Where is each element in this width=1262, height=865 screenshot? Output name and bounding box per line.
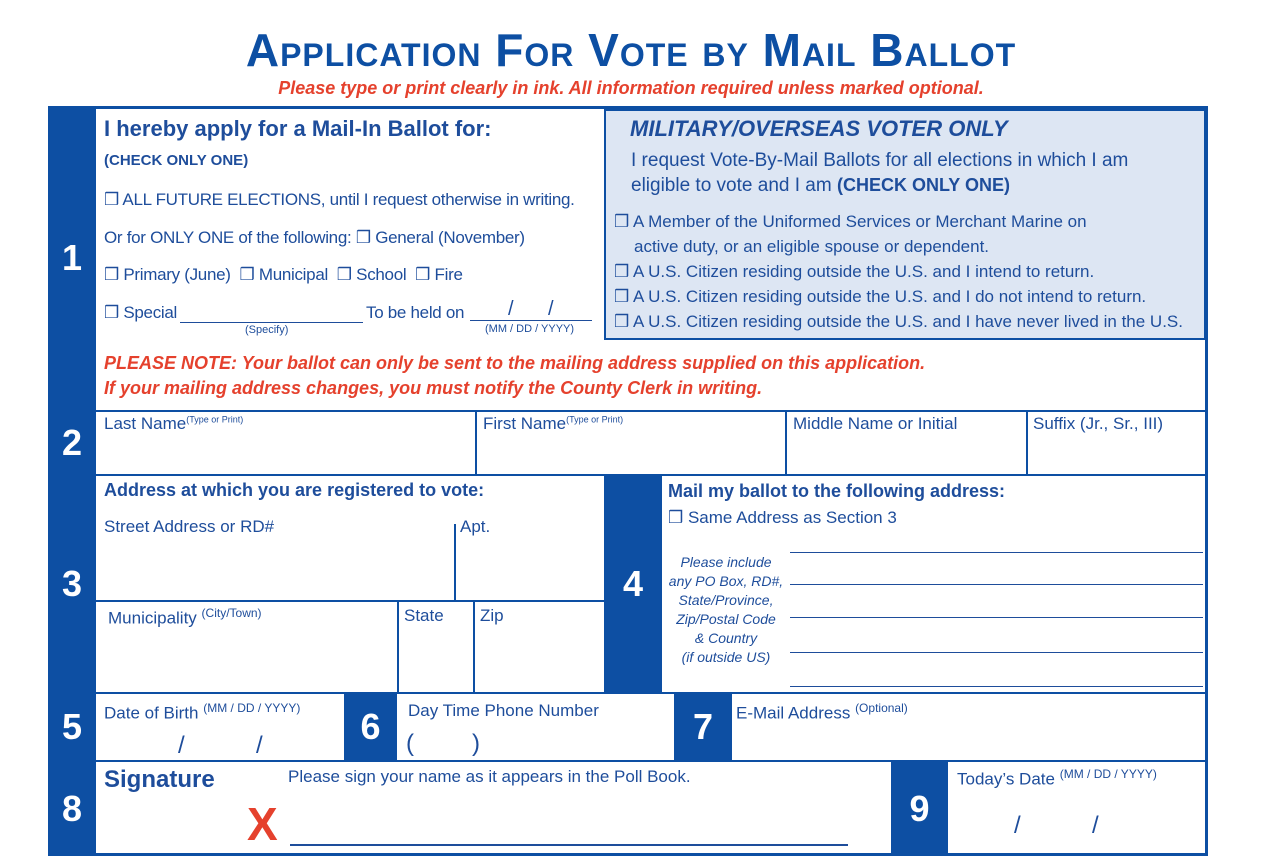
last-name-label: Last Name (104, 414, 187, 433)
first-name-label: First Name (483, 414, 567, 433)
sign-here-mark: X (247, 798, 278, 850)
military-line-2-text: eligible to vote and I am (631, 175, 832, 196)
registered-address-heading: Address at which you are registered to vote: (104, 480, 485, 500)
mailing-address-line[interactable] (790, 584, 1203, 585)
date-of-birth-field[interactable] (104, 701, 300, 724)
street-address-field[interactable]: Street Address or RD# (104, 517, 275, 536)
divider (454, 524, 456, 600)
signature-label: Signature (104, 766, 215, 793)
divider (1026, 410, 1028, 474)
section-number-2: 2 (48, 412, 96, 474)
uniformed-services-continued: active duty, or an eligible spouse or dependent. (634, 237, 990, 256)
email-optional: (Optional) (855, 701, 908, 715)
military-heading: MILITARY/OVERSEAS VOTER ONLY (630, 116, 1008, 141)
phone-paren-open: ( (406, 730, 414, 757)
dob-format: (MM / DD / YYYY) (203, 701, 301, 715)
intend-to-return-checkbox[interactable]: ❒ A U.S. Citizen residing outside the U.S. and I intend to return. (614, 262, 1095, 281)
mailing-address-line[interactable] (790, 686, 1203, 687)
mailing-address-line[interactable] (790, 552, 1203, 553)
section-number-3: 3 (48, 476, 96, 692)
suffix-field[interactable]: Suffix (Jr., Sr., III) (1033, 414, 1164, 433)
all-future-elections-checkbox[interactable]: ❒ ALL FUTURE ELECTIONS, until I request otherwise in writing. (104, 190, 575, 209)
dob-slash: / (256, 732, 263, 759)
instruction-line: Please include (680, 554, 772, 570)
first-name-field[interactable] (483, 414, 623, 434)
dob-slash: / (178, 732, 185, 759)
instruction-line: Zip/Postal Code (676, 611, 776, 627)
middle-name-field[interactable]: Middle Name or Initial (793, 414, 958, 433)
military-line-2 (631, 175, 1010, 197)
divider (785, 410, 787, 474)
apt-field[interactable]: Apt. (460, 517, 491, 536)
mailing-address-line[interactable] (790, 617, 1203, 618)
state-field[interactable]: State (404, 606, 444, 625)
military-check-one: (CHECK ONLY ONE) (836, 175, 1010, 195)
page-title: Application For Vote by Mail Ballot (245, 24, 1017, 76)
last-name-field[interactable] (104, 414, 243, 434)
held-date-line[interactable] (470, 320, 592, 321)
section-number-8: 8 (48, 762, 96, 856)
municipality-field[interactable] (108, 606, 262, 629)
instruction-line: any PO Box, RD#, (668, 573, 784, 589)
signature-line[interactable] (290, 844, 848, 846)
section-number-6: 6 (344, 694, 397, 760)
instruction-line: (if outside US) (681, 649, 771, 665)
uniformed-services-checkbox[interactable]: ❒ A Member of the Uniformed Services or Merchant Marine on (614, 212, 1087, 231)
not-intend-to-return-checkbox[interactable]: ❒ A U.S. Citizen residing outside the U.S. and I do not intend to return. (614, 287, 1147, 306)
divider (397, 600, 399, 692)
divider (48, 410, 1208, 412)
special-election-checkbox[interactable]: ❒ Special (104, 303, 178, 322)
to-be-held-label: To be held on (366, 303, 465, 322)
instructions-subtitle: Please type or print clearly in ink. All information required unless marked optional. (278, 78, 984, 98)
todays-date-slash: / (1014, 812, 1021, 839)
municipality-label: Municipality (108, 608, 197, 628)
instruction-line: & Country (694, 630, 758, 646)
email-field[interactable] (736, 701, 908, 724)
todays-date-field[interactable] (957, 767, 1157, 790)
check-only-one-label: (CHECK ONLY ONE) (104, 152, 249, 169)
general-election-checkbox[interactable]: Or for ONLY ONE of the following: ❒ General (November) (104, 228, 525, 247)
type-or-print-note: (Type or Print) (566, 414, 624, 425)
dob-label: Date of Birth (104, 703, 199, 723)
section-number-4: 4 (604, 476, 662, 692)
type-or-print-note: (Type or Print) (186, 414, 244, 425)
phone-paren-close: ) (472, 730, 480, 757)
note-line-2: If your mailing address changes, you must notify the County Clerk in writing. (104, 378, 763, 398)
divider (473, 600, 475, 692)
election-type-checkboxes[interactable]: ❒ Primary (June) ❒ Municipal ❒ School ❒ Fire (104, 265, 463, 284)
specify-line[interactable] (180, 322, 363, 323)
mailing-address-line[interactable] (790, 652, 1203, 653)
section-number-1: 1 (48, 106, 96, 410)
never-lived-in-us-checkbox[interactable]: ❒ A U.S. Citizen residing outside the U.S. and I have never lived in the U.S. (614, 312, 1183, 331)
date-slash: / (508, 298, 514, 320)
section1-heading: I hereby apply for a Mail-In Ballot for: (104, 116, 492, 141)
same-address-checkbox[interactable]: ❒ Same Address as Section 3 (668, 508, 897, 527)
zip-field[interactable]: Zip (480, 606, 504, 625)
divider (48, 692, 1208, 694)
date-slash: / (548, 298, 554, 320)
mailing-instructions (662, 553, 790, 667)
note-line-1: PLEASE NOTE: Your ballot can only be sent to the mailing address supplied on this application. (104, 353, 926, 373)
email-label: E-Mail Address (736, 703, 851, 723)
specify-label: (Specify) (245, 324, 289, 336)
divider (96, 600, 604, 602)
military-line-1: I request Vote-By-Mail Ballots for all elections in which I am (631, 150, 1129, 171)
divider (48, 760, 1208, 762)
divider (48, 474, 1208, 476)
section-number-5: 5 (48, 694, 96, 760)
city-town-note: (City/Town) (201, 606, 262, 620)
divider (475, 410, 477, 474)
todays-date-format: (MM / DD / YYYY) (1059, 767, 1157, 781)
section-number-9: 9 (891, 762, 948, 856)
date-format-label: (MM / DD / YYYY) (485, 323, 575, 335)
mailing-address-heading: Mail my ballot to the following address: (668, 481, 1006, 501)
todays-date-slash: / (1092, 812, 1099, 839)
instruction-line: State/Province, (678, 592, 774, 608)
signature-instruction: Please sign your name as it appears in the Poll Book. (288, 767, 691, 786)
phone-number-field[interactable]: Day Time Phone Number (408, 701, 599, 720)
todays-date-label: Today’s Date (957, 769, 1055, 789)
section-number-7: 7 (674, 694, 732, 760)
